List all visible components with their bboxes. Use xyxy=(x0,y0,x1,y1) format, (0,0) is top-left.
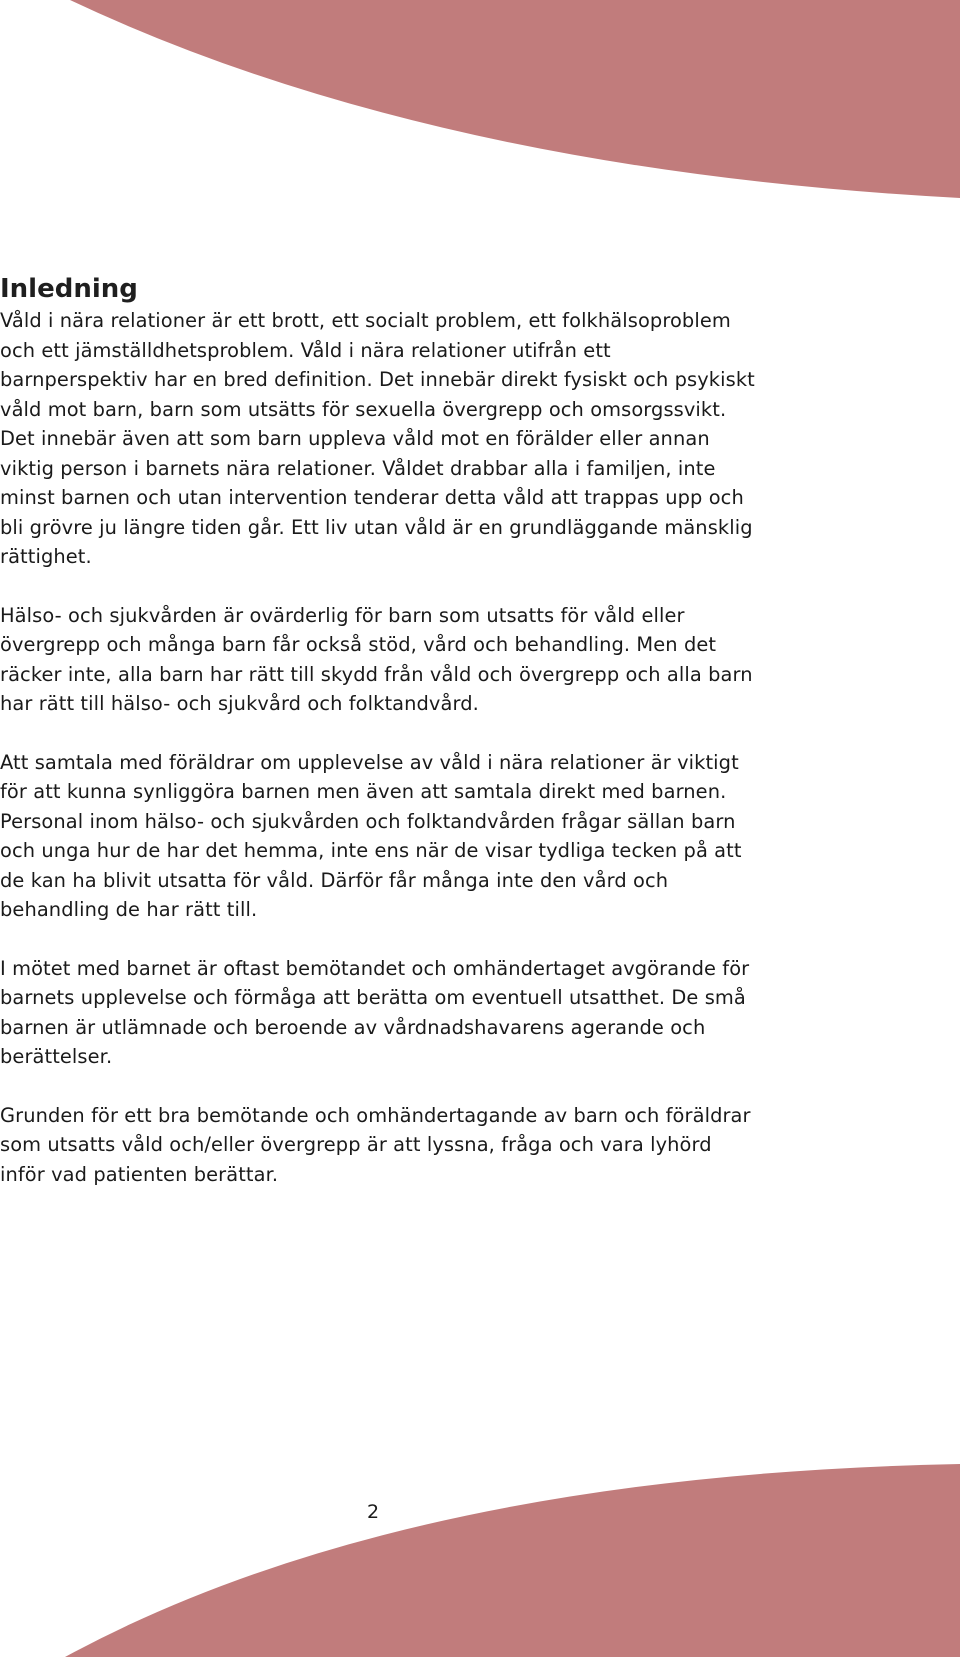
top-swoosh-shape xyxy=(70,0,960,198)
page-number: 2 xyxy=(366,1501,380,1523)
paragraph-3: Att samtala med föräldrar om upplevelse av våld i nära relationer är viktigt för att kunna synliggöra barnen men även att samtala direkt med barnen. Personal inom hälso- och sjukvården och folktandvården frågar sällan barn och unga hur de har det hemma, inte ens när de visar tydliga tecken på att de kan ha blivit utsatta för våld. Därför får många inte den vård och behandling de har rätt till. xyxy=(0,750,742,921)
top-decorative-swoosh xyxy=(0,0,960,200)
bottom-swoosh-shape xyxy=(65,1464,960,1657)
paragraph-5: Grunden för ett bra bemötande och omhändertagande av barn och föräldrar som utsatts våld och/eller övergrepp är att lyssna, fråga och vara lyhörd inför vad patienten berättar. xyxy=(0,1103,751,1186)
paragraph-2: Hälso- och sjukvården är ovärderlig för barn som utsatts för våld eller övergrepp och många barn får också stöd, vård och behandling. Men det räcker inte, alla barn har rätt till skydd från våld och övergrepp och alla barn har rätt till hälso- och sjukvård och folktandvård. xyxy=(0,603,753,715)
paragraph-1: Våld i nära relationer är ett brott, ett socialt problem, ett folkhälsoproblem och ett jämställdhetsproblem. Våld i nära relationer utifrån ett barnperspektiv har en bred definition. Det innebär direkt fysiskt och psykiskt våld mot barn, barn som utsätts för sexuella övergrepp och omsorgssvikt. Det innebär även att som barn uppleva våld mot en förälder eller annan viktig person i barnets nära relationer. Våldet drabbar alla i familjen, inte minst barnen och utan intervention tenderar detta våld att trappas upp och bli grövre ju längre tiden går. Ett liv utan våld är en grundläggande mänsklig rättighet. xyxy=(0,309,755,568)
bottom-decorative-swoosh xyxy=(0,1455,960,1657)
main-content xyxy=(0,272,760,1218)
paragraph-4: I mötet med barnet är oftast bemötandet och omhändertaget avgörande för barnets upplevelse och förmåga att berätta om eventuell utsatthet. De små barnen är utlämnade och beroende av vårdnadshavarens agerande och berättelser. xyxy=(0,956,750,1068)
page-title: Inledning xyxy=(0,274,138,304)
